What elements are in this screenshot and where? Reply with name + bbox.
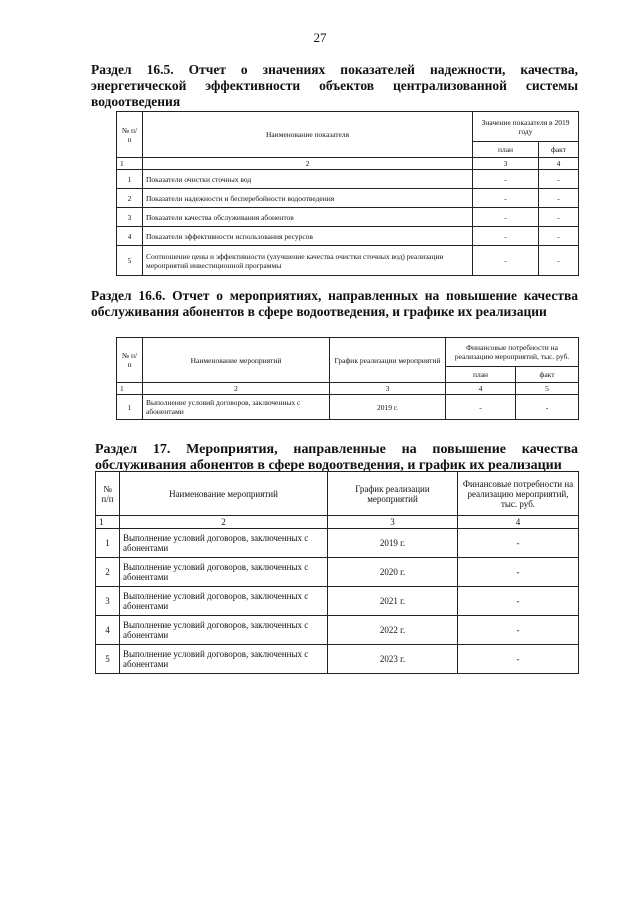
col-value-header: Значение показателя в 2019 году [473,112,579,142]
section-17-heading: Раздел 17. Мероприятия, направленные на повышение качества обслуживания абонентов в сфере водоотведения, и график их реализации [95,442,578,473]
row-name: Показатели очистки сточных вод [143,170,473,189]
table-row [117,246,579,276]
indicators-table [116,111,579,276]
index-cell: 2 [143,158,473,170]
row-year: 2023 г. [328,645,458,674]
table-row [117,170,579,189]
row-finance: - [458,529,579,558]
row-name: Соотношение цены и эффективности (улучшение качества очистки сточных вод) реализации мероприятий инвестиционной программы [143,246,473,276]
row-year: 2019 г. [330,395,446,420]
table-row [117,227,579,246]
row-name: Показатели качества обслуживания абонентов [143,208,473,227]
row-finance: - [458,616,579,645]
row-name: Выполнение условий договоров, заключенных с абонентами [120,645,328,674]
table-row [96,645,579,674]
table-row [117,395,579,420]
row-num: 2 [96,558,120,587]
col-plan-header: план [446,367,516,383]
row-num: 5 [117,246,143,276]
table-row [96,529,579,558]
section-16-6-heading: Раздел 16.6. Отчет о мероприятиях, направленных на повышение качества обслуживания абонентов в сфере водоотведения, и графике их реализации [91,288,578,319]
measures-table-16-6 [116,337,579,420]
table-row [96,616,579,645]
table-row [117,189,579,208]
row-year: 2022 г. [328,616,458,645]
col-fact-header: факт [516,367,579,383]
row-plan: - [473,170,539,189]
row-year: 2019 г. [328,529,458,558]
row-num: 5 [96,645,120,674]
row-name: Выполнение условий договоров, заключенных с абонентами [120,587,328,616]
row-num: 4 [96,616,120,645]
row-name: Выполнение условий договоров, заключенных с абонентами [120,529,328,558]
index-cell: 4 [458,516,579,529]
col-fact-header: факт [539,142,579,158]
row-num: 3 [117,208,143,227]
row-plan: - [446,395,516,420]
row-name: Показатели надежности и бесперебойности водоотведения [143,189,473,208]
index-cell: 2 [120,516,328,529]
index-cell: 3 [328,516,458,529]
index-cell: 4 [446,383,516,395]
index-cell: 3 [473,158,539,170]
measures-table-17 [95,471,579,674]
index-cell: 1 [117,158,143,170]
row-finance: - [458,558,579,587]
table-row [96,587,579,616]
col-plan-header: план [473,142,539,158]
col-num-header: № п/п [96,472,120,516]
section-16-5-heading: Раздел 16.5. Отчет о значениях показателей надежности, качества, энергетической эффективности объектов централизованной системы водоотведения [91,62,578,109]
col-num-header: № п/п [117,112,143,158]
index-cell: 3 [330,383,446,395]
row-finance: - [458,645,579,674]
row-name: Выполнение условий договоров, заключенных с абонентами [120,558,328,587]
row-year: 2021 г. [328,587,458,616]
col-finance-header: Финансовые потребности на реализацию мероприятий, тыс. руб. [446,338,579,367]
col-schedule-header: График реализации мероприятий [330,338,446,383]
index-cell: 2 [143,383,330,395]
row-fact: - [539,246,579,276]
index-cell: 1 [117,383,143,395]
row-year: 2020 г. [328,558,458,587]
col-finance-header: Финансовые потребности на реализацию мероприятий, тыс. руб. [458,472,579,516]
row-plan: - [473,246,539,276]
row-fact: - [539,227,579,246]
row-plan: - [473,208,539,227]
col-schedule-header: График реализации мероприятий [328,472,458,516]
row-num: 1 [96,529,120,558]
index-cell: 1 [96,516,120,529]
col-name-header: Наименование мероприятий [120,472,328,516]
col-name-header: Наименование мероприятий [143,338,330,383]
index-cell: 5 [516,383,579,395]
col-name-header: Наименование показателя [143,112,473,158]
row-fact: - [539,208,579,227]
row-finance: - [458,587,579,616]
row-fact: - [539,189,579,208]
index-cell: 4 [539,158,579,170]
row-name: Выполнение условий договоров, заключенных с абонентами [143,395,330,420]
row-name: Выполнение условий договоров, заключенных с абонентами [120,616,328,645]
row-name: Показатели эффективности использования ресурсов [143,227,473,246]
col-num-header: № п/п [117,338,143,383]
page-number: 27 [313,30,327,45]
table-row [96,558,579,587]
row-plan: - [473,189,539,208]
row-fact: - [516,395,579,420]
table-row [117,208,579,227]
row-num: 4 [117,227,143,246]
row-plan: - [473,227,539,246]
row-num: 1 [117,170,143,189]
row-num: 3 [96,587,120,616]
row-fact: - [539,170,579,189]
row-num: 1 [117,395,143,420]
row-num: 2 [117,189,143,208]
